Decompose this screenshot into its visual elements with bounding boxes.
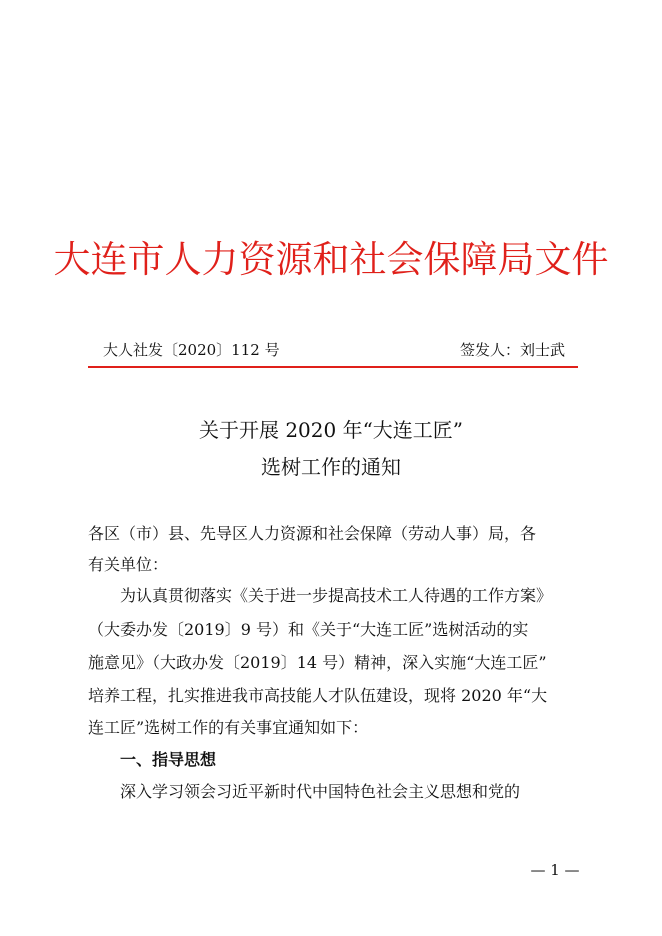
red-separator-line bbox=[88, 366, 578, 368]
body-line: 深入学习领会习近平新时代中国特色社会主义思想和党的 bbox=[88, 782, 521, 801]
section-heading: 一、指导思想 bbox=[120, 750, 217, 769]
notice-title-line-1: 关于开展 2020 年“大连工匠” bbox=[198, 418, 464, 442]
body-line: 有关单位： bbox=[88, 555, 169, 574]
body-line: 连工匠”选树工作的有关事宜通知如下： bbox=[88, 718, 369, 737]
body-line: 各区（市）县、先导区人力资源和社会保障（劳动人事）局，各 bbox=[88, 524, 537, 543]
body-line: 为认真贯彻落实《关于进一步提高技术工人待遇的工作方案》 bbox=[88, 586, 553, 605]
body-line: 培养工程，扎实推进我市高技能人才队伍建设，现将 2020 年“大 bbox=[88, 686, 548, 705]
body-line: 施意见》（大政办发〔2019〕14 号）精神，深入实施“大连工匠” bbox=[88, 653, 547, 672]
body-line: （大委办发〔2019〕9 号）和《关于“大连工匠”选树活动的实 bbox=[88, 620, 529, 639]
page-number: — 1 — bbox=[530, 861, 580, 879]
document-number: 大人社发〔2020〕112 号 bbox=[103, 341, 280, 359]
signer: 签发人：刘士武 bbox=[459, 341, 565, 359]
notice-title-line-2: 选树工作的通知 bbox=[261, 455, 401, 479]
document-number-row bbox=[103, 337, 565, 363]
document-header: 大连市人力资源和社会保障局文件 bbox=[53, 238, 609, 281]
